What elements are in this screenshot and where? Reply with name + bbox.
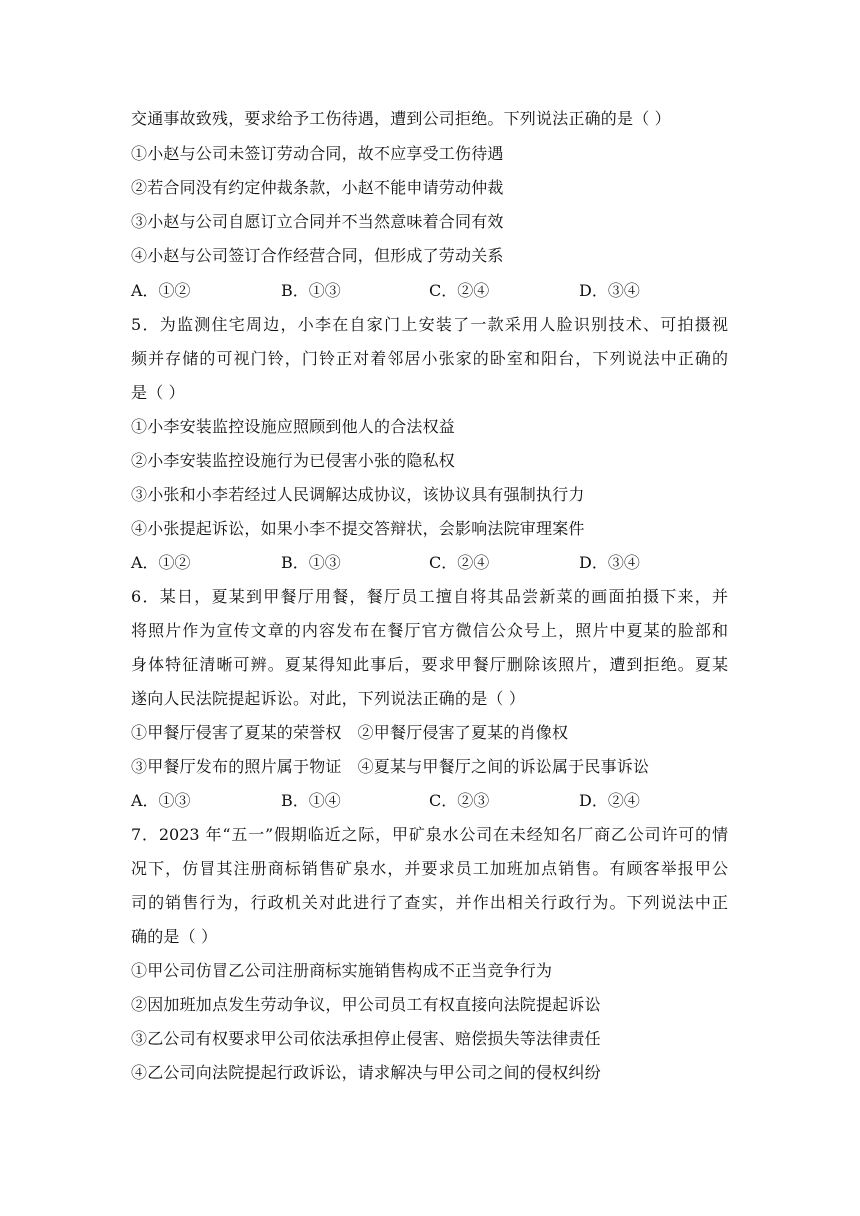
q4-item-2: ②若合同没有约定仲裁条款，小赵不能申请劳动仲裁 — [131, 178, 504, 197]
q7-stem-line-1: 7．2023 年“五一”假期临近之际，甲矿泉水公司在未经知名厂商乙公司许可的情 — [131, 825, 728, 844]
q5-option-c: C．②④ — [429, 553, 490, 572]
q4-stem-tail: 交通事故致残，要求给予工伤待遇，遭到公司拒绝。下列说法正确的是（ ） — [131, 109, 671, 128]
q6-items-row-1 — [131, 723, 568, 743]
q7-stem-line-3: 司的销售行为，行政机关对此进行了查实，并作出相关行政行为。下列说法中正 — [131, 893, 728, 912]
q6-item-2: ②甲餐厅侵害了夏某的肖像权 — [357, 723, 569, 742]
q7-item-4: ④乙公司向法院提起行政诉讼，请求解决与甲公司之间的侵权纠纷 — [131, 1063, 601, 1082]
q4-option-c: C．②④ — [429, 281, 490, 300]
q6-item-1: ①甲餐厅侵害了夏某的荣誉权 — [131, 723, 342, 742]
q7-item-1: ①甲公司仿冒乙公司注册商标实施销售构成不正当竞争行为 — [131, 961, 553, 980]
q6-option-a: A．①③ — [131, 791, 191, 810]
q4-option-a: A．①② — [131, 281, 191, 300]
q4-item-4: ④小赵与公司签订合作经营合同，但形成了劳动关系 — [131, 246, 504, 265]
q4-options — [131, 281, 731, 301]
q5-stem-line-1: 5．为监测住宅周边，小李在自家门上安装了一款采用人脸识别技术、可拍摄视 — [131, 315, 728, 334]
q6-option-d: D．②④ — [579, 791, 640, 810]
q4-item-1: ①小赵与公司未签订劳动合同，故不应享受工伤待遇 — [131, 144, 504, 163]
q7-item-2: ②因加班加点发生劳动争议，甲公司员工有权直接向法院提起诉讼 — [131, 995, 601, 1014]
q6-item-3: ③甲餐厅发布的照片属于物证 — [131, 757, 342, 776]
q5-option-d: D．③④ — [579, 553, 640, 572]
q4-option-b: B．①③ — [281, 281, 341, 300]
q6-stem-line-3: 身体特征清晰可辨。夏某得知此事后，要求甲餐厅删除该照片，遭到拒绝。夏某 — [131, 655, 728, 674]
q5-stem-line-2: 频并存储的可视门铃，门铃正对着邻居小张家的卧室和阳台，下列说法中正确的 — [131, 349, 728, 368]
q5-options — [131, 553, 731, 573]
q5-item-4: ④小张提起诉讼，如果小李不提交答辩状，会影响法院审理案件 — [131, 519, 585, 538]
q6-stem-line-2: 将照片作为宣传文章的内容发布在餐厅官方微信公众号上，照片中夏某的脸部和 — [131, 621, 728, 640]
q4-option-d: D．③④ — [579, 281, 640, 300]
q5-item-2: ②小李安装监控设施行为已侵害小张的隐私权 — [131, 451, 456, 470]
q6-items-row-2 — [131, 757, 649, 777]
q6-stem-line-4: 遂向人民法院提起诉讼。对此，下列说法正确的是（ ） — [131, 689, 526, 708]
q6-option-c: C．②③ — [429, 791, 490, 810]
q6-item-4: ④夏某与甲餐厅之间的诉讼属于民事诉讼 — [357, 757, 650, 776]
q5-option-b: B．①③ — [281, 553, 341, 572]
q5-item-1: ①小李安装监控设施应照顾到他人的合法权益 — [131, 417, 456, 436]
q6-option-b: B．①④ — [281, 791, 341, 810]
q6-options — [131, 791, 731, 811]
q6-stem-line-1: 6．某日，夏某到甲餐厅用餐，餐厅员工擅自将其品尝新菜的画面拍摄下来，并 — [131, 587, 728, 606]
q4-item-3: ③小赵与公司自愿订立合同并不当然意味着合同有效 — [131, 212, 504, 231]
q7-stem-line-2: 况下，仿冒其注册商标销售矿泉水，并要求员工加班加点销售。有顾客举报甲公 — [131, 859, 728, 878]
q5-option-a: A．①② — [131, 553, 191, 572]
q7-item-3: ③乙公司有权要求甲公司依法承担停止侵害、赔偿损失等法律责任 — [131, 1029, 601, 1048]
q5-stem-line-3: 是（ ） — [131, 383, 185, 402]
q5-item-3: ③小张和小李若经过人民调解达成协议，该协议具有强制执行力 — [131, 485, 585, 504]
q7-stem-line-4: 确的是（ ） — [131, 927, 218, 946]
